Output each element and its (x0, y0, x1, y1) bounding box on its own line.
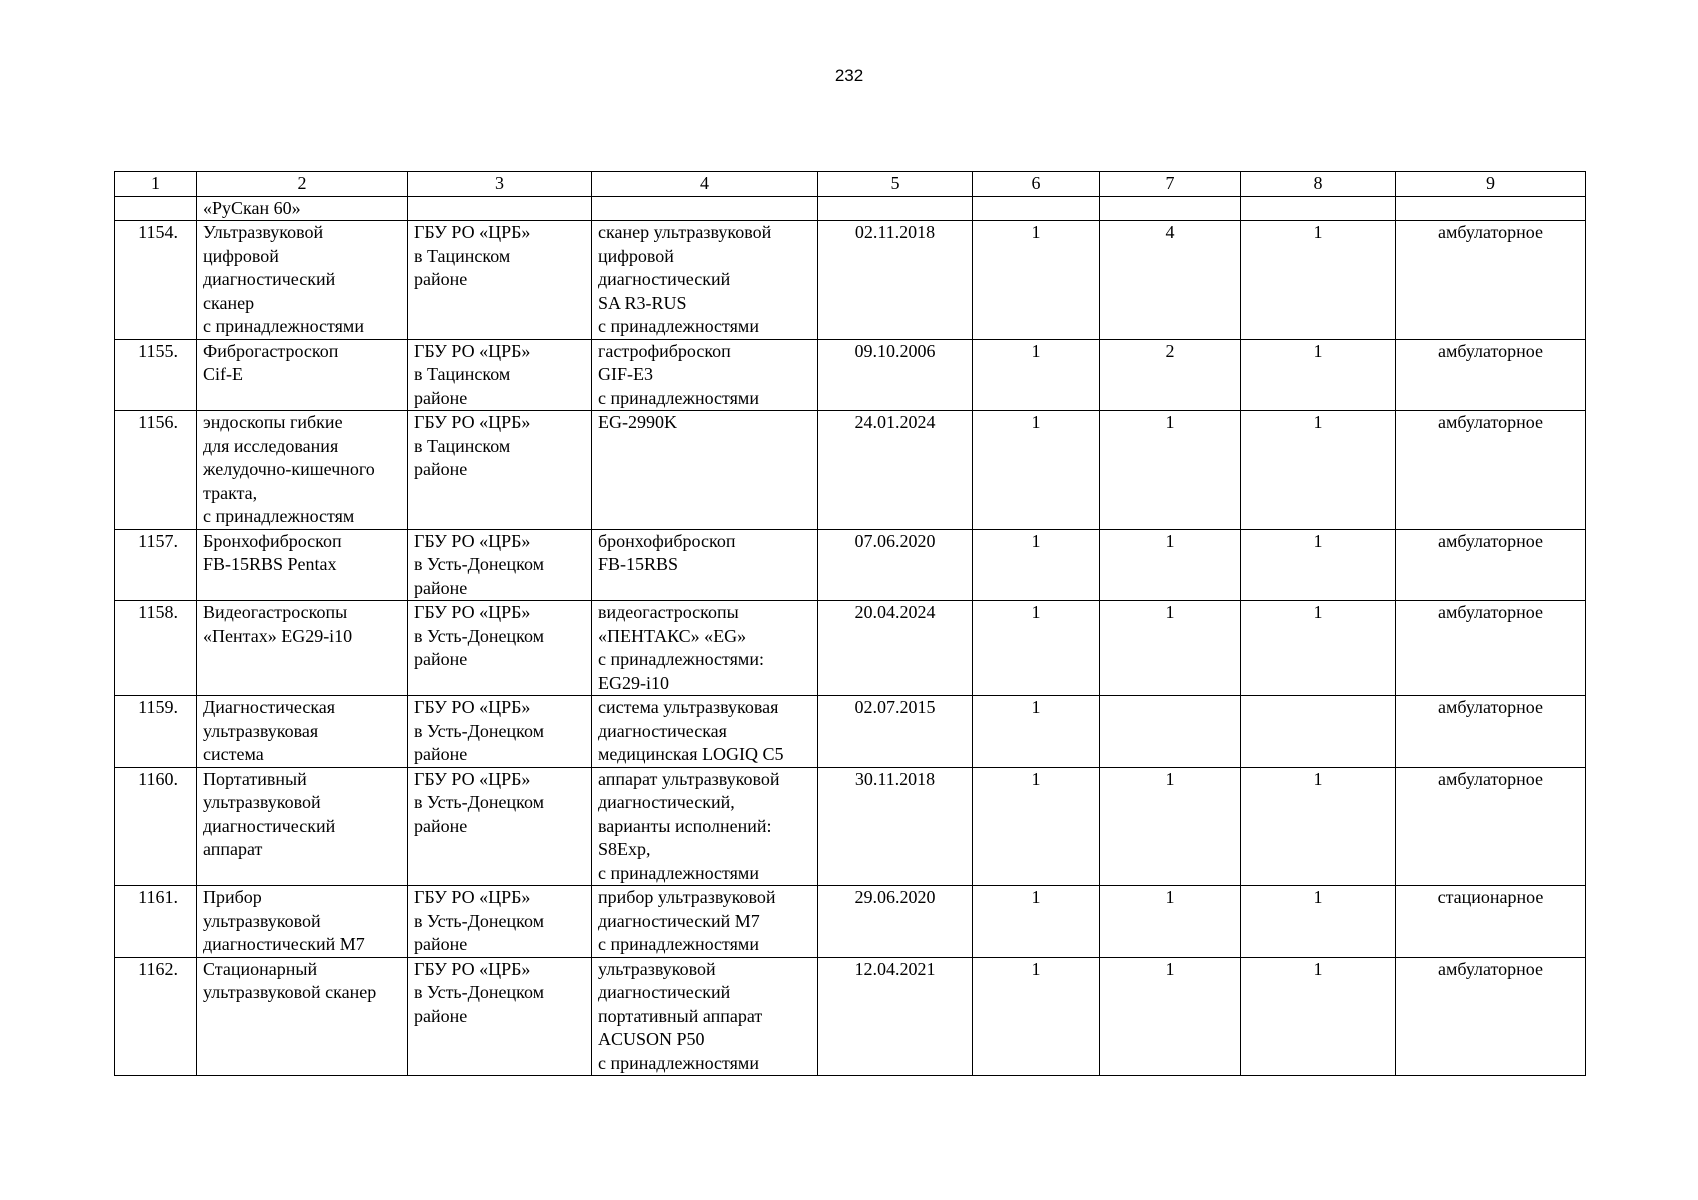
cell-date: 30.11.2018 (818, 767, 973, 886)
cell-date: 07.06.2020 (818, 529, 973, 601)
cell-registered-name: видеогастроскопы «ПЕНТАКС» «EG» с принадлежностями: EG29-i10 (592, 601, 818, 696)
column-header: 9 (1396, 172, 1586, 197)
cell-number: 1157. (115, 529, 197, 601)
cell-col7 (1100, 196, 1241, 221)
cell-name: Фиброгастроскоп Cif-E (197, 339, 408, 411)
cell-col7: 4 (1100, 221, 1241, 340)
cell-name: Ультразвуковой цифровой диагностический сканер с принадлежностями (197, 221, 408, 340)
cell-col6: 1 (973, 529, 1100, 601)
cell-name: Бронхофиброскоп FB-15RBS Pentax (197, 529, 408, 601)
cell-date: 02.07.2015 (818, 696, 973, 768)
table-row (115, 221, 1586, 340)
cell-organization: ГБУ РО «ЦРБ» в Усть-Донецком районе (408, 529, 592, 601)
page-number: 232 (834, 66, 864, 85)
cell-col8: 1 (1241, 339, 1396, 411)
cell-col8: 1 (1241, 767, 1396, 886)
cell-number: 1159. (115, 696, 197, 768)
cell-registered-name: EG-2990K (592, 411, 818, 530)
cell-number (115, 196, 197, 221)
table-row (115, 411, 1586, 530)
column-header: 2 (197, 172, 408, 197)
cell-col8 (1241, 196, 1396, 221)
column-header: 6 (973, 172, 1100, 197)
cell-name: Видеогастроскопы «Пентах» EG29-i10 (197, 601, 408, 696)
cell-registered-name: система ультразвуковая диагностическая медицинская LOGIQ C5 (592, 696, 818, 768)
cell-col8 (1241, 696, 1396, 768)
cell-col8: 1 (1241, 886, 1396, 958)
cell-mode (1396, 196, 1586, 221)
cell-col7: 1 (1100, 529, 1241, 601)
cell-registered-name: ультразвуковой диагностический портативный аппарат ACUSON P50 с принадлежностями (592, 957, 818, 1076)
cell-date: 12.04.2021 (818, 957, 973, 1076)
cell-mode: амбулаторное (1396, 696, 1586, 768)
column-header: 7 (1100, 172, 1241, 197)
cell-number: 1154. (115, 221, 197, 340)
cell-col7: 1 (1100, 886, 1241, 958)
cell-col6: 1 (973, 339, 1100, 411)
cell-registered-name: сканер ультразвуковой цифровой диагностический SA R3-RUS с принадлежностями (592, 221, 818, 340)
cell-number: 1156. (115, 411, 197, 530)
cell-mode: амбулаторное (1396, 957, 1586, 1076)
cell-col7: 2 (1100, 339, 1241, 411)
cell-mode: стационарное (1396, 886, 1586, 958)
cell-col8: 1 (1241, 601, 1396, 696)
cell-number: 1155. (115, 339, 197, 411)
cell-col6: 1 (973, 411, 1100, 530)
cell-registered-name: аппарат ультразвуковой диагностический, варианты исполнений: S8Exp, с принадлежностями (592, 767, 818, 886)
cell-date (818, 196, 973, 221)
continuation-row (115, 196, 1586, 221)
column-header: 5 (818, 172, 973, 197)
cell-date: 09.10.2006 (818, 339, 973, 411)
cell-col7 (1100, 696, 1241, 768)
cell-col7: 1 (1100, 957, 1241, 1076)
cell-organization (408, 196, 592, 221)
cell-registered-name: гастрофиброскоп GIF-E3 с принадлежностями (592, 339, 818, 411)
column-header: 8 (1241, 172, 1396, 197)
table-row (115, 601, 1586, 696)
cell-col8: 1 (1241, 529, 1396, 601)
cell-date: 02.11.2018 (818, 221, 973, 340)
cell-date: 20.04.2024 (818, 601, 973, 696)
column-header: 4 (592, 172, 818, 197)
cell-organization: ГБУ РО «ЦРБ» в Усть-Донецком районе (408, 767, 592, 886)
cell-mode: амбулаторное (1396, 411, 1586, 530)
cell-registered-name: прибор ультразвуковой диагностический М7 с принадлежностями (592, 886, 818, 958)
cell-col7: 1 (1100, 767, 1241, 886)
cell-col6: 1 (973, 221, 1100, 340)
cell-organization: ГБУ РО «ЦРБ» в Усть-Донецком районе (408, 957, 592, 1076)
cell-mode: амбулаторное (1396, 221, 1586, 340)
cell-col8: 1 (1241, 411, 1396, 530)
cell-name: Диагностическая ультразвуковая система (197, 696, 408, 768)
column-number-row (115, 172, 1586, 197)
cell-name: эндоскопы гибкие для исследования желудочно-кишечного тракта, с принадлежностям (197, 411, 408, 530)
cell-registered-name (592, 196, 818, 221)
table-row (115, 529, 1586, 601)
table-row (115, 339, 1586, 411)
cell-mode: амбулаторное (1396, 339, 1586, 411)
cell-number: 1162. (115, 957, 197, 1076)
cell-number: 1160. (115, 767, 197, 886)
cell-col8: 1 (1241, 221, 1396, 340)
cell-mode: амбулаторное (1396, 601, 1586, 696)
cell-col6: 1 (973, 957, 1100, 1076)
cell-name: Стационарный ультразвуковой сканер (197, 957, 408, 1076)
column-header: 3 (408, 172, 592, 197)
cell-mode: амбулаторное (1396, 529, 1586, 601)
cell-col6: 1 (973, 601, 1100, 696)
cell-col7: 1 (1100, 411, 1241, 530)
cell-registered-name: бронхофиброскоп FB-15RBS (592, 529, 818, 601)
cell-organization: ГБУ РО «ЦРБ» в Тацинском районе (408, 339, 592, 411)
cell-number: 1158. (115, 601, 197, 696)
table-row (115, 696, 1586, 768)
cell-date: 24.01.2024 (818, 411, 973, 530)
cell-col8: 1 (1241, 957, 1396, 1076)
cell-col7: 1 (1100, 601, 1241, 696)
cell-name: Прибор ультразвуковой диагностический М7 (197, 886, 408, 958)
table-row (115, 957, 1586, 1076)
cell-col6: 1 (973, 696, 1100, 768)
equipment-table (114, 171, 1586, 1076)
cell-col6 (973, 196, 1100, 221)
cell-col6: 1 (973, 767, 1100, 886)
cell-date: 29.06.2020 (818, 886, 973, 958)
cell-organization: ГБУ РО «ЦРБ» в Усть-Донецком районе (408, 696, 592, 768)
cell-col6: 1 (973, 886, 1100, 958)
cell-organization: ГБУ РО «ЦРБ» в Тацинском районе (408, 221, 592, 340)
cell-number: 1161. (115, 886, 197, 958)
table-row (115, 767, 1586, 886)
column-header: 1 (115, 172, 197, 197)
cell-organization: ГБУ РО «ЦРБ» в Усть-Донецком районе (408, 886, 592, 958)
cell-name: Портативный ультразвуковой диагностический аппарат (197, 767, 408, 886)
table-row (115, 886, 1586, 958)
cell-mode: амбулаторное (1396, 767, 1586, 886)
cell-name: «РуСкан 60» (197, 196, 408, 221)
cell-organization: ГБУ РО «ЦРБ» в Усть-Донецком районе (408, 601, 592, 696)
cell-organization: ГБУ РО «ЦРБ» в Тацинском районе (408, 411, 592, 530)
